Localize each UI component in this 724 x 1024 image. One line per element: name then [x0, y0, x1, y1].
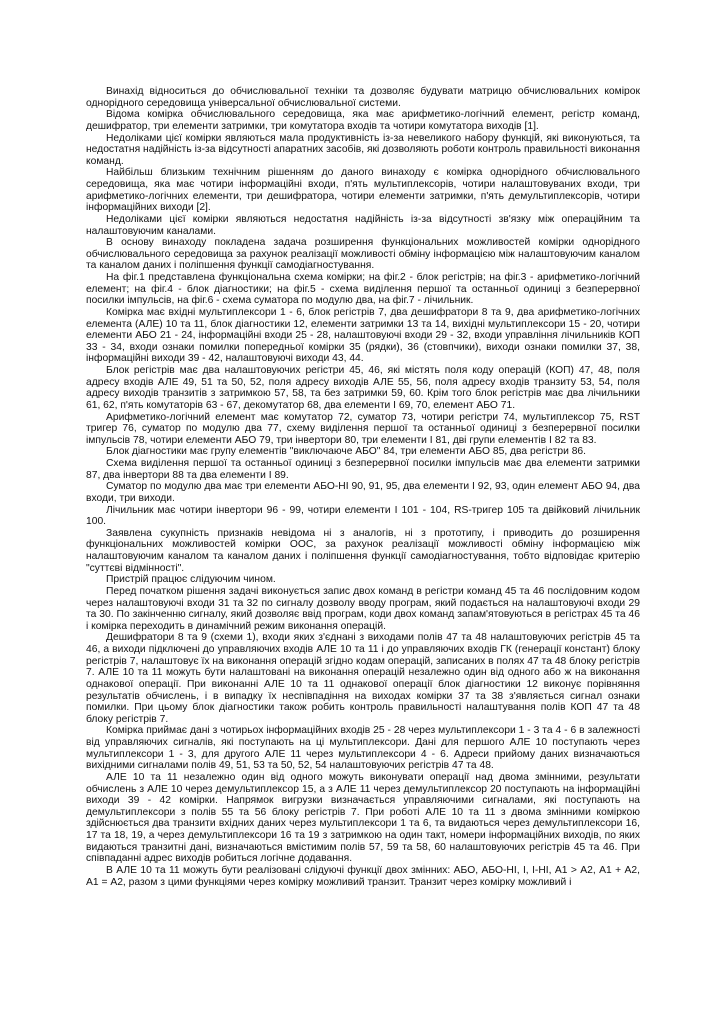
paragraph-8: Комірка має вхідні мультиплексори 1 - 6, блок регістрів 7, два дешифратори 8 та 9, два арифметико-логічних елемента (АЛЕ) 10 та 11, блок діагностики 12, елементи затримки 13 та 14, вихідні мультиплексори 15 - 20, чотири елементи АБО 21 - 24, інформаційні входи 25 - 28, налаштовуючі входи 29 - 32, входи управління лічильників КОП 33 - 34, входи ознаки помилки попередньої комірки 35 (рядки), 36 (стовпчики), виходи ознаки помилки 37, 38, інформаційні виходи 39 - 42, налаштовуючі виходи 43, 44.: [86, 306, 640, 365]
paragraph-1: Винахід відноситься до обчислювальної техніки та дозволяє будувати матрицю обчислювальних комірок однорідного середовища універсальної обчислювальної системи.: [86, 86, 640, 109]
paragraph-17: Перед початком рішення задачі виконується запис двох команд в регістри команд 45 та 46 послідовним кодом через налаштовуючі входи 31 та 32 по сигналу дозволу вводу програм, який подається на налаштовуючі входи 29 та 30. По закінченню сигналу, який дозволяє ввід програм, коди двох команд запам'ятовуються в регістрах 45 та 46 і комірка переходить в динамічний режим виконання операцій.: [86, 585, 640, 632]
paragraph-4: Найбільш близьким технічним рішенням до даного винаходу є комірка однорідного обчислювального середовища, яка має чотири інформаційні входи, п'ять мультиплексорів, чотири налаштовуваних входи, три арифметико-логічних елементи, три дешифратора, чотири елементи затримки, п'ять демультиплексорів, чотири інформаційних виходи [2].: [86, 167, 640, 214]
paragraph-2: Відома комірка обчислювального середовища, яка має арифметико-логічний елемент, регістр команд, дешифратор, три елементи затримки, три комутатора входів та чотири комутатора виходів [1].: [86, 109, 640, 132]
paragraph-9: Блок регістрів має два налаштовуючих регістри 45, 46, які містять поля коду операцій (КОП) 47, 48, поля адресу входів АЛЕ 49, 51 та 50, 52, поля адресу виходів АЛЕ 55, 56, поля адресу входів транзиту 53, 54, поля адресу виходів транзитів з затримкою 57, 58, та без затримки 59, 60. Крім того блок регістрів має два лічильники 61, 62, п'ять комутаторів 63 - 67, декомутатор 68, два елементи І 69, 70, елемент АБО 71.: [86, 365, 640, 411]
paragraph-10: Арифметико-логічний елемент має комутатор 72, суматор 73, чотири регістри 74, мультиплексор 75, RST тригер 76, суматор по модулю два 77, схему виділення першої та останньої одиниці з безперервної посилки імпульсів 78, чотири елементи АБО 79, три інвертори 80, три елементи І 81, дві групи елементів І 82 та 83.: [86, 411, 640, 446]
paragraph-13: Суматор по модулю два має три елементи АБО-НІ 90, 91, 95, два елементи І 92, 93, один елемент АБО 94, два входи, три виходи.: [86, 481, 640, 504]
document-body: [86, 86, 640, 888]
paragraph-14: Лічильник має чотири інвертори 96 - 99, чотири елементи І 101 - 104, RS-тригер 105 та двійковий лічильник 100.: [86, 504, 640, 528]
paragraph-16: Пристрій працює слідуючим чином.: [106, 574, 276, 586]
paragraph-7: На фіг.1 представлена функціональна схема комірки; на фіг.2 - блок регістрів; на фіг.3 - арифметико-логічний елемент; на фіг.4 - блок діагностики; на фіг.5 - схема виділення першої та останньої одиниці з безперервної посилки імпульсів, на фіг.6 - схема суматора по модулю два, на фіг.7 - лічильник.: [86, 272, 640, 307]
paragraph-12: Схема виділення першої та останньої одиниці з безперервної посилки імпульсів має два елементи затримки 87, два інвертори 88 та два елементи І 89.: [86, 458, 640, 481]
paragraph-20: АЛЕ 10 та 11 незалежно один від одного можуть виконувати операції над двома змінними, результати обчислень з АЛЕ 10 через демультиплексор 15, а з АЛЕ 11 через демультиплексор 20 поступають на інформаційні виходи 39 - 42 комірки. Напрямок вигрузки визначається управляючими сигналами, які поступають на демультиплексори з полів 55 та 56 блоку регістрів 7. При роботі АЛЕ 10 та 11 з двома змінними коміркою здійснюється два транзити вхідних даних через мультиплексори 1 та 6, та видаються через демультиплексори 16, 17 та 18, 19, а через демультиплексори 16 та 19 з затримкою на один такт, номери інформаційних виходів, по яких видаються транзитні дані, визначаються вмістимим полів 57, 59 та 58, 60 налаштовуючих регістрів 45 та 46. При співпаданні адрес виходів робиться логічне додавання.: [86, 771, 640, 865]
paragraph-21: В АЛЕ 10 та 11 можуть бути реалізовані слідуючі функції двох змінних: АБО, АБО-НІ, І, І-НІ, А1 > А2, А1 + А2, А1 = А2, разом з цими функціями через комірку можливий транзит. Транзит через комірку можливий і: [86, 864, 640, 888]
paragraph-3: Недоліками цієї комірки являються мала продуктивність із-за невеликого набору функцій, які виконуються, та недостатня надійність із-за відсутності апаратних засобів, які дозволяють роботи контроль правильності виконання команд.: [86, 132, 640, 167]
paragraph-19: Комірка приймає дані з чотирьох інформаційних входів 25 - 28 через мультиплексори 1 - 3 та 4 - 6 в залежності від управляючих сигналів, які поступають на ці мультиплексори. Дані для першого АЛЕ 10 поступають через мультиплексори 1 - 3, для другого АЛЕ 11 через мультиплексори 4 - 6. Адреси прийому даних визначаються вихідними сигналами полів 49, 51, 53 та 50, 52, 54 налаштовуючих регістрів 47 та 48.: [86, 725, 640, 772]
paragraph-5: Недоліками цієї комірки являються недостатня надійність із-за відсутності зв'язку між операційним та налаштовуючим каналами.: [86, 213, 640, 237]
paragraph-11: Блок діагностики має групу елементів "виключаюче АБО" 84, три елементи АБО 85, два регістри 86.: [106, 446, 587, 458]
paragraph-18: Дешифратори 8 та 9 (схеми 1), входи яких з'єднані з виходами полів 47 та 48 налаштовуючих регістрів 45 та 46, а виходи підключені до управляючих входів АЛЕ 10 та 11 і до управляючих входів ГК (генерації констант) блоку регістрів 7, налаштовує їх на виконання операцій згідно кодам операцій, записаних в полях 47 та 48 блоку регістрів 7. АЛЕ 10 та 11 можуть бути налаштовані на виконання операцій незалежно один від одного або ж на виконання однакової операції. При виконанні АЛЕ 10 та 11 однакової операції блок діагностики 12 виконує порівняння результатів обчислень, і в випадку їх неспівпадіння на виходах комірки 37 та 38 з'являється сигнал ознаки помилки. При цьому блок діагностики також робить контроль правильності налаштування полів КОП 47 та 48 блоку регістрів 7.: [86, 632, 640, 725]
paragraph-6: В основу винаходу покладена задача розширення функціональних можливостей комірки однорідного обчислювального середовища за рахунок реалізації можливості обміну інформацією між налаштовуючим каналом та каналом даних і поліпшення функції самодіагностування.: [86, 237, 640, 272]
paragraph-15: Заявлена сукупність признаків невідома ні з аналогів, ні з прототипу, і приводить до розширення функціональних можливостей комірки ООС, за рахунок реалізації можливості обміну інформацією між налаштовуючим каналом та каналом даних і поліпшення функції самодіагностування, тобто відповідає критерію "суттєві відмінності".: [86, 527, 640, 574]
